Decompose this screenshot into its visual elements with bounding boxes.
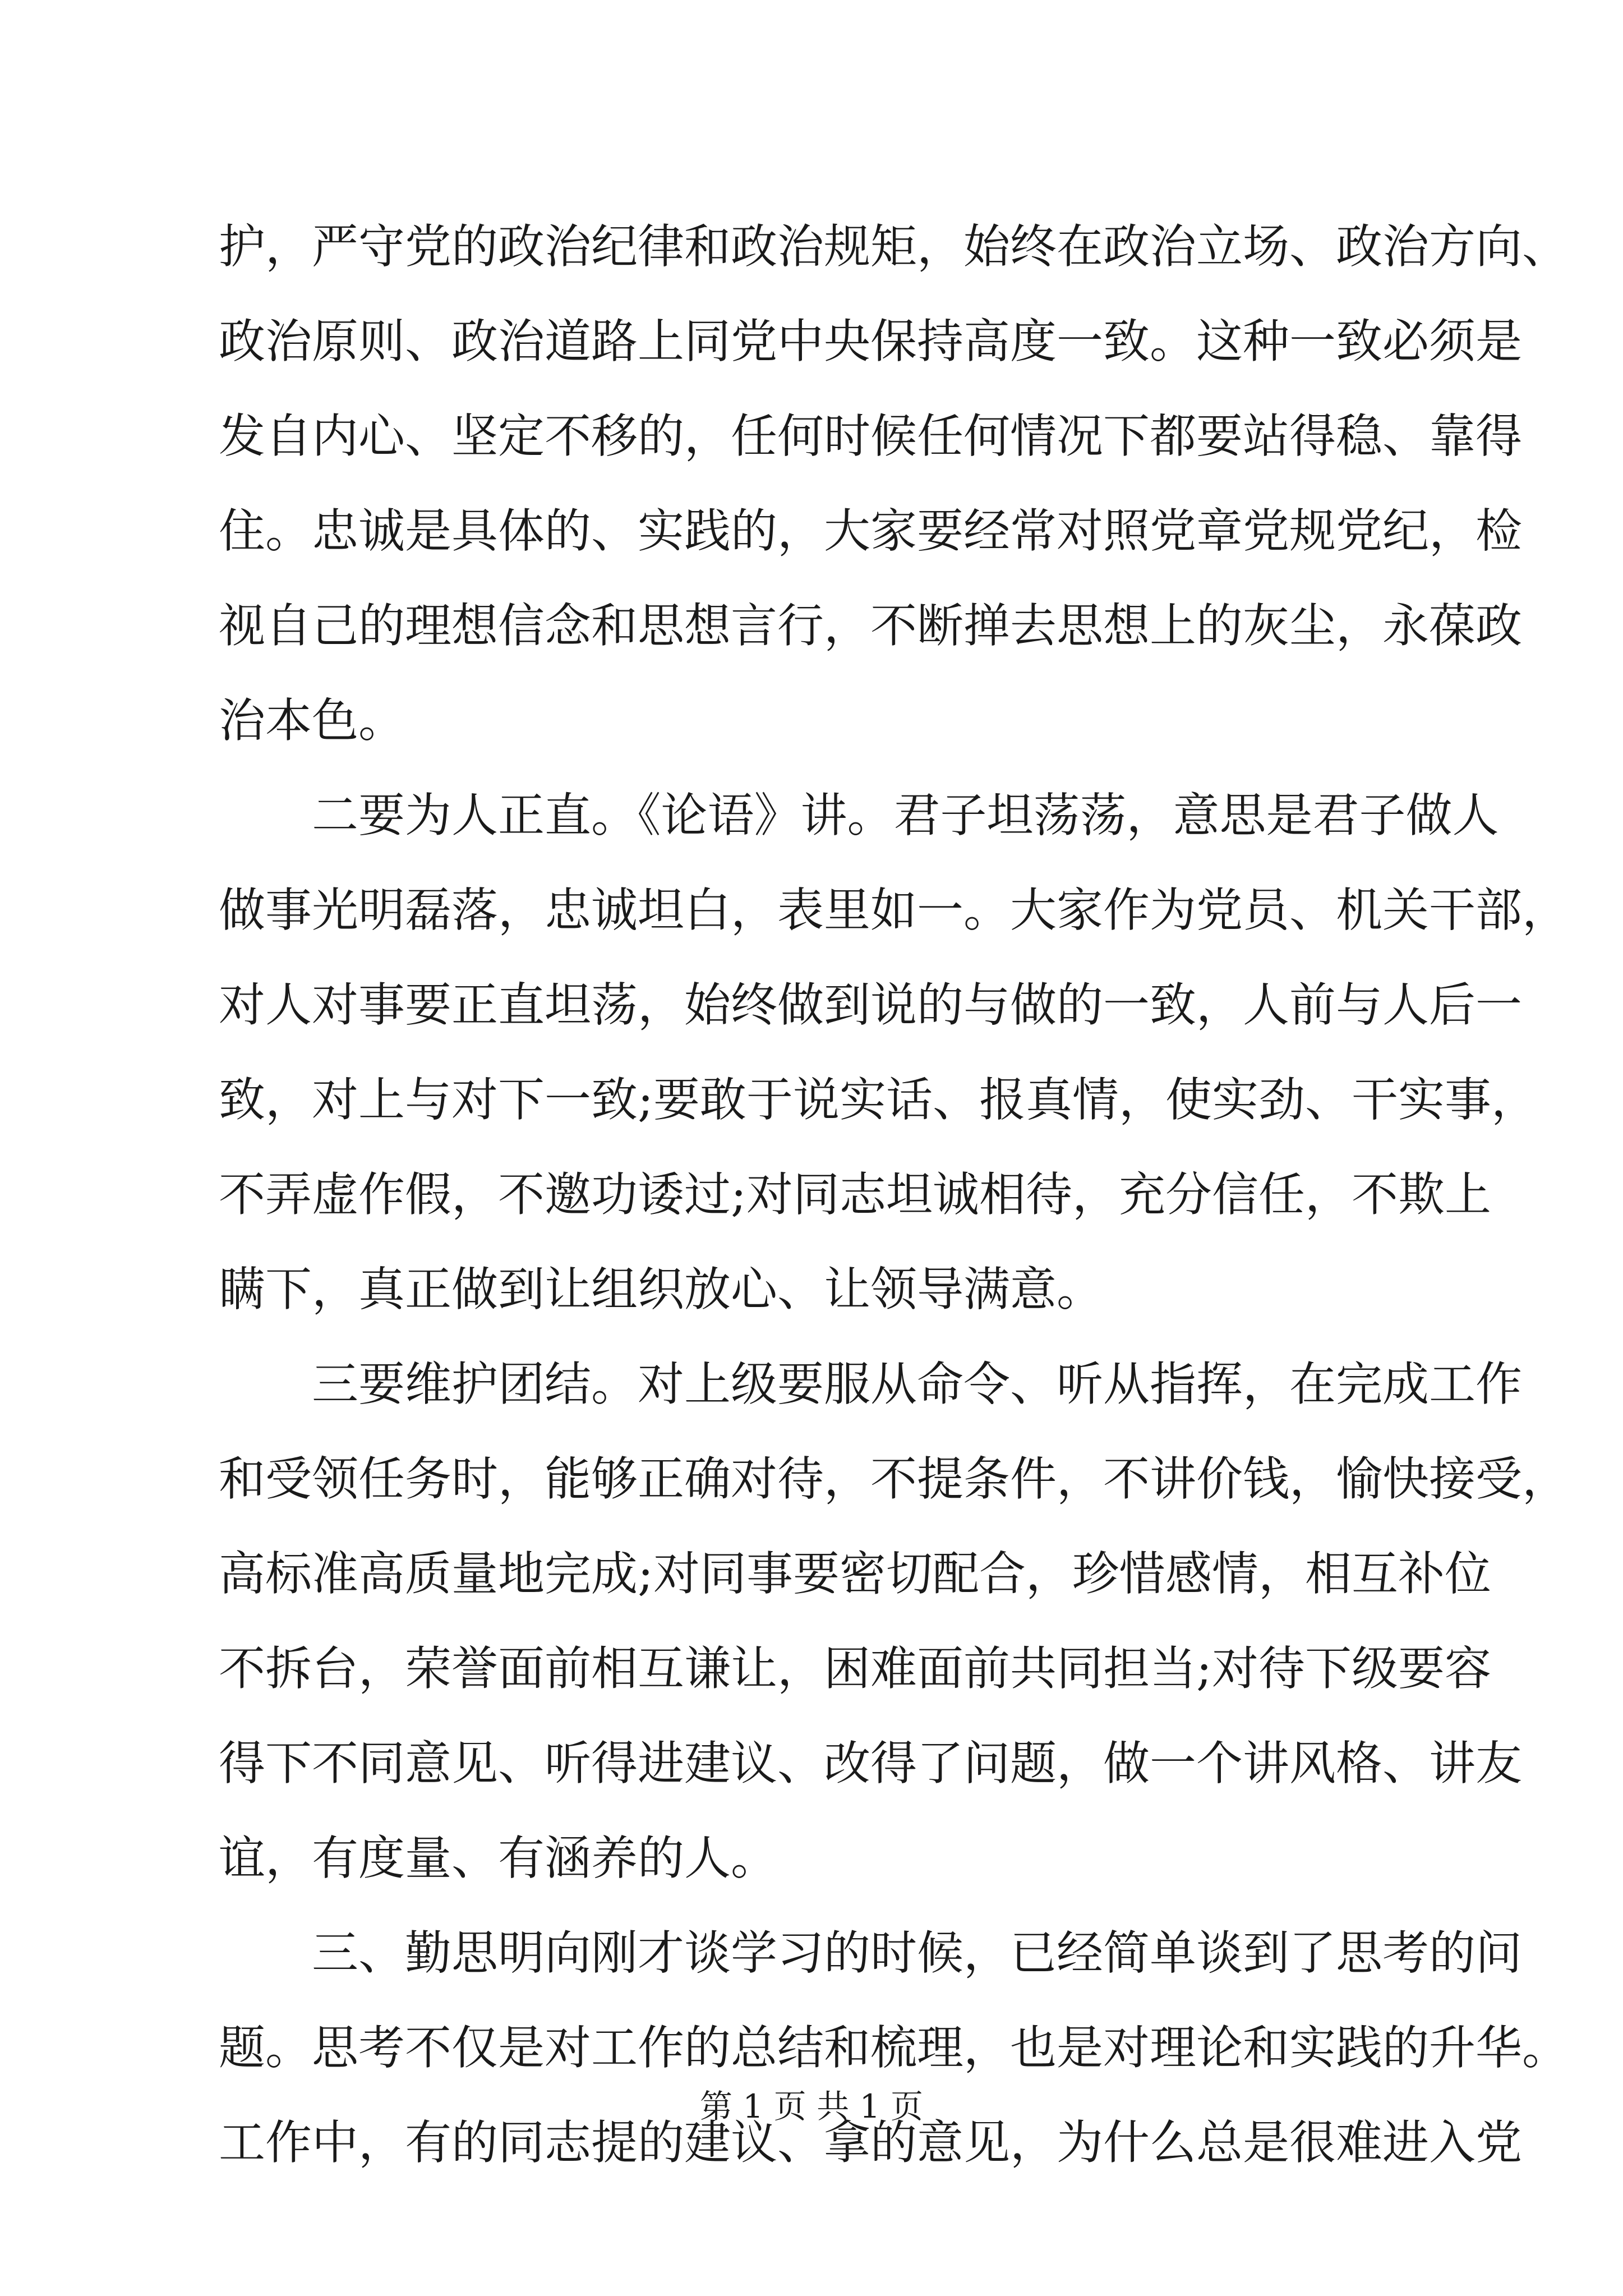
text-line: 三要维护团结。对上级要服从命令、听从指挥，在完成工作 (312, 1357, 1522, 1411)
paragraph (219, 768, 1569, 1337)
text-line: 谊，有度量、有涵养的人。 (219, 1831, 777, 1885)
text-line: 护，严守党的政治纪律和政治规矩，始终在政治立场、政治方向、 (219, 219, 1569, 274)
page-number-label: 第 1 页 共 1 页 (700, 2087, 923, 2125)
text-line: 不拆台，荣誉面前相互谦让，困难面前共同担当;对待下级要容 (219, 1641, 1491, 1696)
text-line: 二要为人正直。《论语》讲。君子坦荡荡，意思是君子做人 (312, 788, 1499, 843)
text-line: 题。思考不仅是对工作的总结和梳理，也是对理论和实践的升华。 (219, 2021, 1569, 2075)
text-line: 住。忠诚是具体的、实践的，大家要经常对照党章党规党纪，检 (219, 504, 1522, 558)
paragraph (219, 199, 1569, 768)
text-line: 工作中，有的同志提的建议、拿的意见，为什么总是很难进入党 (219, 2115, 1522, 2170)
document-body (219, 199, 1569, 2190)
text-line: 致，对上与对下一致;要敢于说实话、报真情，使实劲、干实事， (219, 1073, 1538, 1127)
text-line: 得下不同意见、听得进建议、改得了问题，做一个讲风格、讲友 (219, 1736, 1522, 1791)
paragraph (219, 1337, 1569, 1906)
text-line: 不弄虚作假，不邀功诿过;对同志坦诚相待，充分信任，不欺上 (219, 1167, 1491, 1222)
text-line: 治本色。 (219, 693, 405, 748)
text-line: 对人对事要正直坦荡，始终做到说的与做的一致，人前与人后一 (219, 978, 1522, 1032)
text-line: 发自内心、坚定不移的，任何时候任何情况下都要站得稳、靠得 (219, 409, 1522, 463)
text-line: 三、勤思明向刚才谈学习的时候，已经简单谈到了思考的问 (312, 1926, 1522, 1980)
text-line: 和受领任务时，能够正确对待，不提条件，不讲价钱，愉快接受， (219, 1452, 1569, 1506)
text-line: 高标准高质量地完成;对同事要密切配合，珍惜感情，相互补位 (219, 1547, 1491, 1601)
text-line: 视自己的理想信念和思想言行，不断掸去思想上的灰尘，永葆政 (219, 599, 1522, 653)
text-line: 政治原则、政治道路上同党中央保持高度一致。这种一致必须是 (219, 314, 1522, 369)
text-line: 做事光明磊落，忠诚坦白，表里如一。大家作为党员、机关干部， (219, 883, 1569, 937)
paragraph (219, 1906, 1569, 2190)
page-footer (0, 2087, 1623, 2126)
text-line: 瞒下，真正做到让组织放心、让领导满意。 (219, 1262, 1103, 1317)
